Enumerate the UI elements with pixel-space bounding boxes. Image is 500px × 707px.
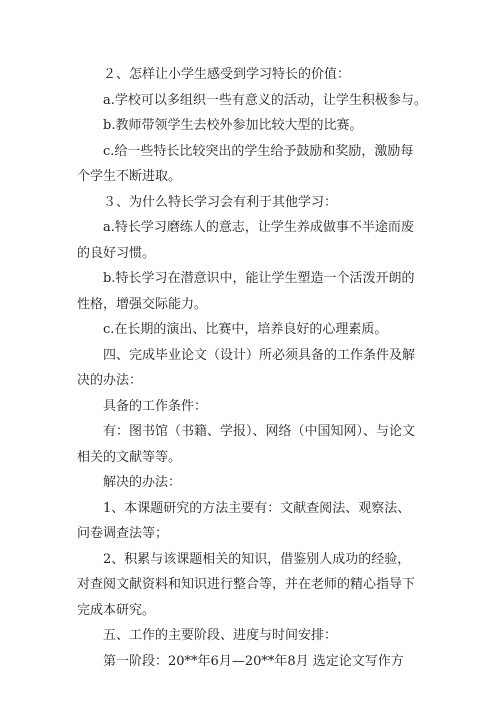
- answer-3a-line1: a.特长学习磨练人的意志，让学生养成做事不半途而废: [103, 220, 414, 235]
- answer-2c-line1: c.给一些特长比较突出的学生给予鼓励和奖励，激励每: [103, 143, 414, 159]
- solution-2-line3: 完成本研究。: [77, 602, 156, 618]
- answer-2c-line2: 个学生不断进取。: [77, 169, 182, 184]
- conditions-heading: 具备的工作条件：: [103, 398, 208, 414]
- answer-3a-line2: 的良好习惯。: [77, 245, 156, 261]
- question-3-heading: ３、为什么特长学习会有利于其他学习：: [103, 194, 338, 210]
- document-body: [77, 62, 437, 674]
- solution-1-line1: 1、本课题研究的方法主要有：文献查阅法、观察法、: [103, 500, 411, 516]
- conditions-line1: 有：图书馆（书籍、学报）、网络（中国知网）、与论文: [103, 424, 416, 439]
- answer-3c: c.在长期的演出、比赛中，培养良好的心理素质。: [103, 322, 388, 337]
- answer-2b: b.教师带领学生去校外参加比较大型的比赛。: [103, 118, 363, 133]
- solution-1-line2: 问卷调查法等；: [77, 526, 169, 541]
- section-4-heading-line1: 四、完成毕业论文（设计）所必须具备的工作条件及解: [103, 347, 416, 363]
- stage-1-line1: 第一阶段：20**年6月—20**年8月 选定论文写作方: [103, 653, 404, 669]
- answer-3b-line1: b.特长学习在潜意识中，能让学生塑造一个活泼开朗的: [103, 271, 415, 286]
- solution-2-line2: 对查阅文献资料和知识进行整合等，并在老师的精心指导下: [77, 577, 416, 592]
- conditions-line2: 相关的文献等等。: [77, 449, 182, 465]
- solution-2-line1: 2、积累与该课题相关的知识，借鉴别人成功的经验，: [103, 551, 411, 567]
- section-4-heading-line2: 决的办法：: [77, 373, 143, 388]
- section-5-heading: 五、工作的主要阶段、进度与时间安排：: [103, 628, 338, 643]
- solutions-heading: 解决的办法：: [103, 475, 182, 490]
- answer-3b-line2: 性格，增强交际能力。: [77, 296, 208, 312]
- answer-2a: a.学校可以多组织一些有意义的活动，让学生积极参与。: [103, 92, 427, 108]
- question-2-heading: ２、怎样让小学生感受到学习特长的价值：: [103, 67, 351, 82]
